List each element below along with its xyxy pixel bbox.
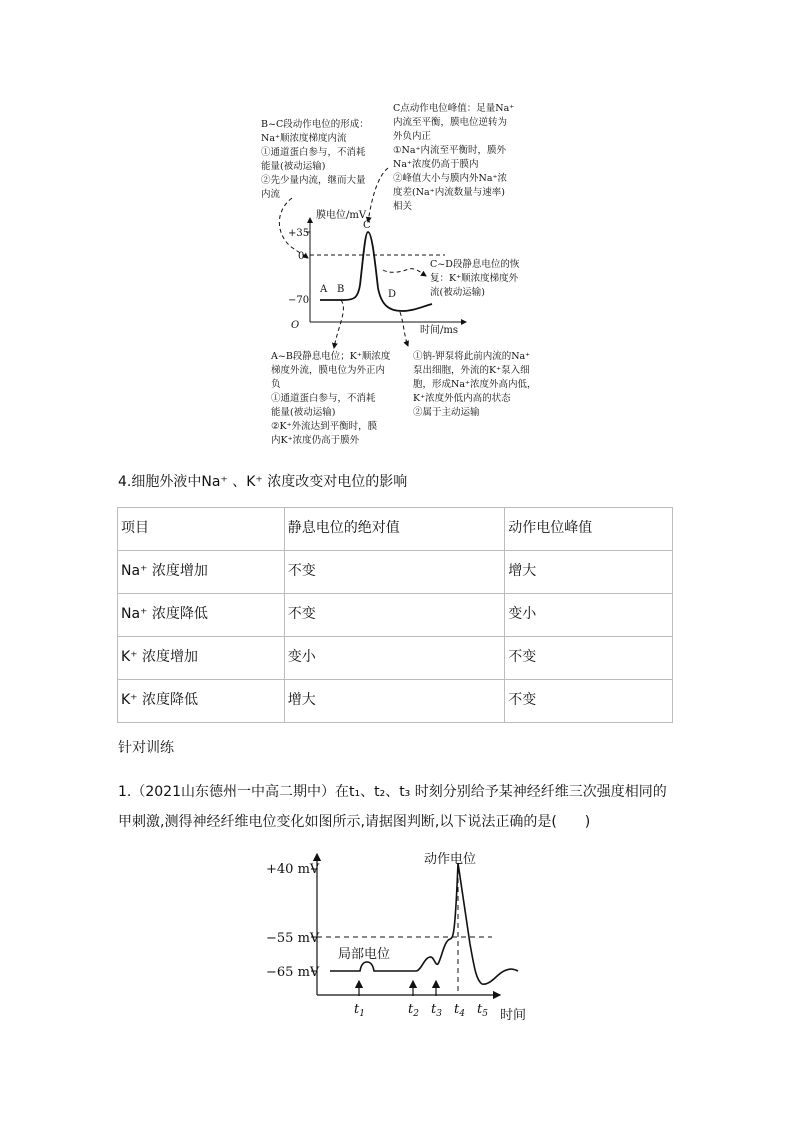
- practice-heading: 针对训练: [118, 740, 174, 756]
- table-row: [118, 680, 673, 723]
- svg-text:A~B段静息电位；K⁺顺浓度: A~B段静息电位；K⁺顺浓度: [271, 351, 391, 362]
- svg-text:流(被动运输): 流(被动运输): [430, 287, 485, 298]
- annotation-ab: [270, 350, 391, 446]
- svg-text:①Na⁺内流至平衡时，膜外: ①Na⁺内流至平衡时，膜外: [393, 145, 507, 156]
- table-cell: Na⁺ 浓度降低: [118, 594, 285, 637]
- label-local-potential: 局部电位: [338, 947, 391, 962]
- tick-plus35: +35: [288, 228, 310, 239]
- table-header-cell: 静息电位的绝对值: [284, 508, 505, 551]
- table-cell: K⁺ 浓度降低: [118, 680, 285, 723]
- svg-text:相关: 相关: [393, 201, 413, 212]
- svg-text:K⁺浓度外低内高的状态: K⁺浓度外低内高的状态: [413, 393, 511, 404]
- svg-text:内流: 内流: [261, 189, 281, 200]
- t3-label: $t_3$: [431, 1002, 442, 1019]
- y-label-minus65: −65 mV: [266, 965, 320, 980]
- svg-text:Na⁺浓度仍高于膜内: Na⁺浓度仍高于膜内: [393, 159, 479, 170]
- table-cell: Na⁺ 浓度增加: [118, 551, 285, 594]
- annotation-bc: [261, 118, 369, 200]
- svg-text:能量(被动运输): 能量(被动运输): [261, 161, 326, 172]
- svg-text:胞，形成Na⁺浓度外高内低，: 胞，形成Na⁺浓度外高内低，: [413, 379, 537, 390]
- svg-text:泵出细胞，外流的K⁺泵入细: 泵出细胞，外流的K⁺泵入细: [413, 365, 530, 376]
- figure-local-potential: [0, 840, 794, 1030]
- section-title: 4.细胞外液中Na⁺ 、K⁺ 浓度改变对电位的影响: [118, 474, 408, 490]
- svg-text:梯度外流，膜电位为外正内: 梯度外流，膜电位为外正内: [271, 365, 386, 376]
- table-cell: 不变: [284, 551, 505, 594]
- t1-label: $t_1$: [354, 1002, 365, 1019]
- question-line-1: 1.（2021山东德州一中高二期中）在t₁、t₂、t₃ 时刻分别给予某神经纤维三次强度相同的: [118, 784, 667, 800]
- table-cell: 不变: [505, 637, 673, 680]
- x-axis-label: 时间/ms: [420, 325, 458, 336]
- point-d: D: [388, 289, 397, 300]
- t4-label: $t_4$: [454, 1002, 465, 1019]
- tick-minus70: −70: [288, 295, 310, 306]
- table-cell: 不变: [505, 680, 673, 723]
- svg-text:②峰值大小与膜内外Na⁺浓: ②峰值大小与膜内外Na⁺浓: [393, 173, 507, 184]
- point-a: A: [320, 284, 328, 295]
- membrane-potential-curve: [330, 863, 518, 984]
- origin-label: O: [291, 320, 300, 331]
- svg-text:①通道蛋白参与，不消耗: ①通道蛋白参与，不消耗: [261, 147, 366, 158]
- svg-text:C点动作电位峰值：足量Na⁺: C点动作电位峰值：足量Na⁺: [393, 103, 515, 114]
- svg-text:Na⁺顺浓度梯度内流: Na⁺顺浓度梯度内流: [261, 133, 347, 144]
- x-axis-label-time: 时间: [500, 1008, 527, 1023]
- svg-text:①通道蛋白参与，不消耗: ①通道蛋白参与，不消耗: [271, 393, 376, 404]
- table-header-cell: 动作电位峰值: [505, 508, 673, 551]
- table-row: [118, 551, 673, 594]
- svg-text:②属于主动运输: ②属于主动运输: [413, 407, 480, 418]
- point-c: C: [363, 220, 371, 231]
- point-b: B: [337, 284, 345, 295]
- svg-text:①钠-钾泵将此前内流的Na⁺: ①钠-钾泵将此前内流的Na⁺: [413, 351, 531, 362]
- svg-text:外负内正: 外负内正: [393, 131, 432, 142]
- t5-label: $t_5$: [477, 1002, 488, 1019]
- table-cell: 增大: [505, 551, 673, 594]
- svg-text:内流至平衡，膜电位逆转为: 内流至平衡，膜电位逆转为: [393, 117, 508, 128]
- annotation-c: [393, 102, 514, 212]
- svg-text:度差(Na⁺内流数量与速率): 度差(Na⁺内流数量与速率): [393, 187, 505, 198]
- svg-text:内K⁺浓度仍高于膜外: 内K⁺浓度仍高于膜外: [271, 435, 360, 446]
- annotation-cd: [430, 258, 520, 298]
- svg-text:C~D段静息电位的恢: C~D段静息电位的恢: [430, 259, 520, 270]
- table-cell: K⁺ 浓度增加: [118, 637, 285, 680]
- ion-effect-table: [117, 507, 673, 723]
- table-row: [118, 594, 673, 637]
- table-cell: 变小: [505, 594, 673, 637]
- table-header-row: [118, 508, 673, 551]
- svg-text:②先少量内流，继而大量: ②先少量内流，继而大量: [261, 175, 366, 186]
- table-row: [118, 637, 673, 680]
- action-potential-curve: [320, 232, 432, 311]
- annotation-d: [413, 350, 537, 418]
- table-cell: 不变: [284, 594, 505, 637]
- stimulus-arrows: [359, 981, 436, 996]
- question-line-2: 甲刺激,测得神经纤维电位变化如图所示,请据图判断,以下说法正确的是( ): [118, 814, 591, 830]
- t2-label: $t_2$: [408, 1002, 419, 1019]
- figure-action-potential: [0, 0, 794, 460]
- table-cell: 增大: [284, 680, 505, 723]
- y-label-plus40: +40 mV: [266, 862, 320, 877]
- svg-text:复：K⁺顺浓度梯度外: 复：K⁺顺浓度梯度外: [430, 273, 519, 284]
- label-action-potential: 动作电位: [424, 852, 477, 867]
- table-header-cell: 项目: [118, 508, 285, 551]
- y-label-minus55: −55 mV: [266, 931, 320, 946]
- tick-zero: 0: [298, 251, 305, 262]
- y-axis-label: 膜电位/mV: [316, 210, 367, 221]
- svg-text:负: 负: [271, 379, 281, 390]
- svg-text:能量(被动运输): 能量(被动运输): [271, 407, 336, 418]
- table-cell: 变小: [284, 637, 505, 680]
- svg-text:B~C段动作电位的形成：: B~C段动作电位的形成：: [261, 119, 369, 130]
- svg-text:②K⁺外流达到平衡时，膜: ②K⁺外流达到平衡时，膜: [271, 421, 378, 432]
